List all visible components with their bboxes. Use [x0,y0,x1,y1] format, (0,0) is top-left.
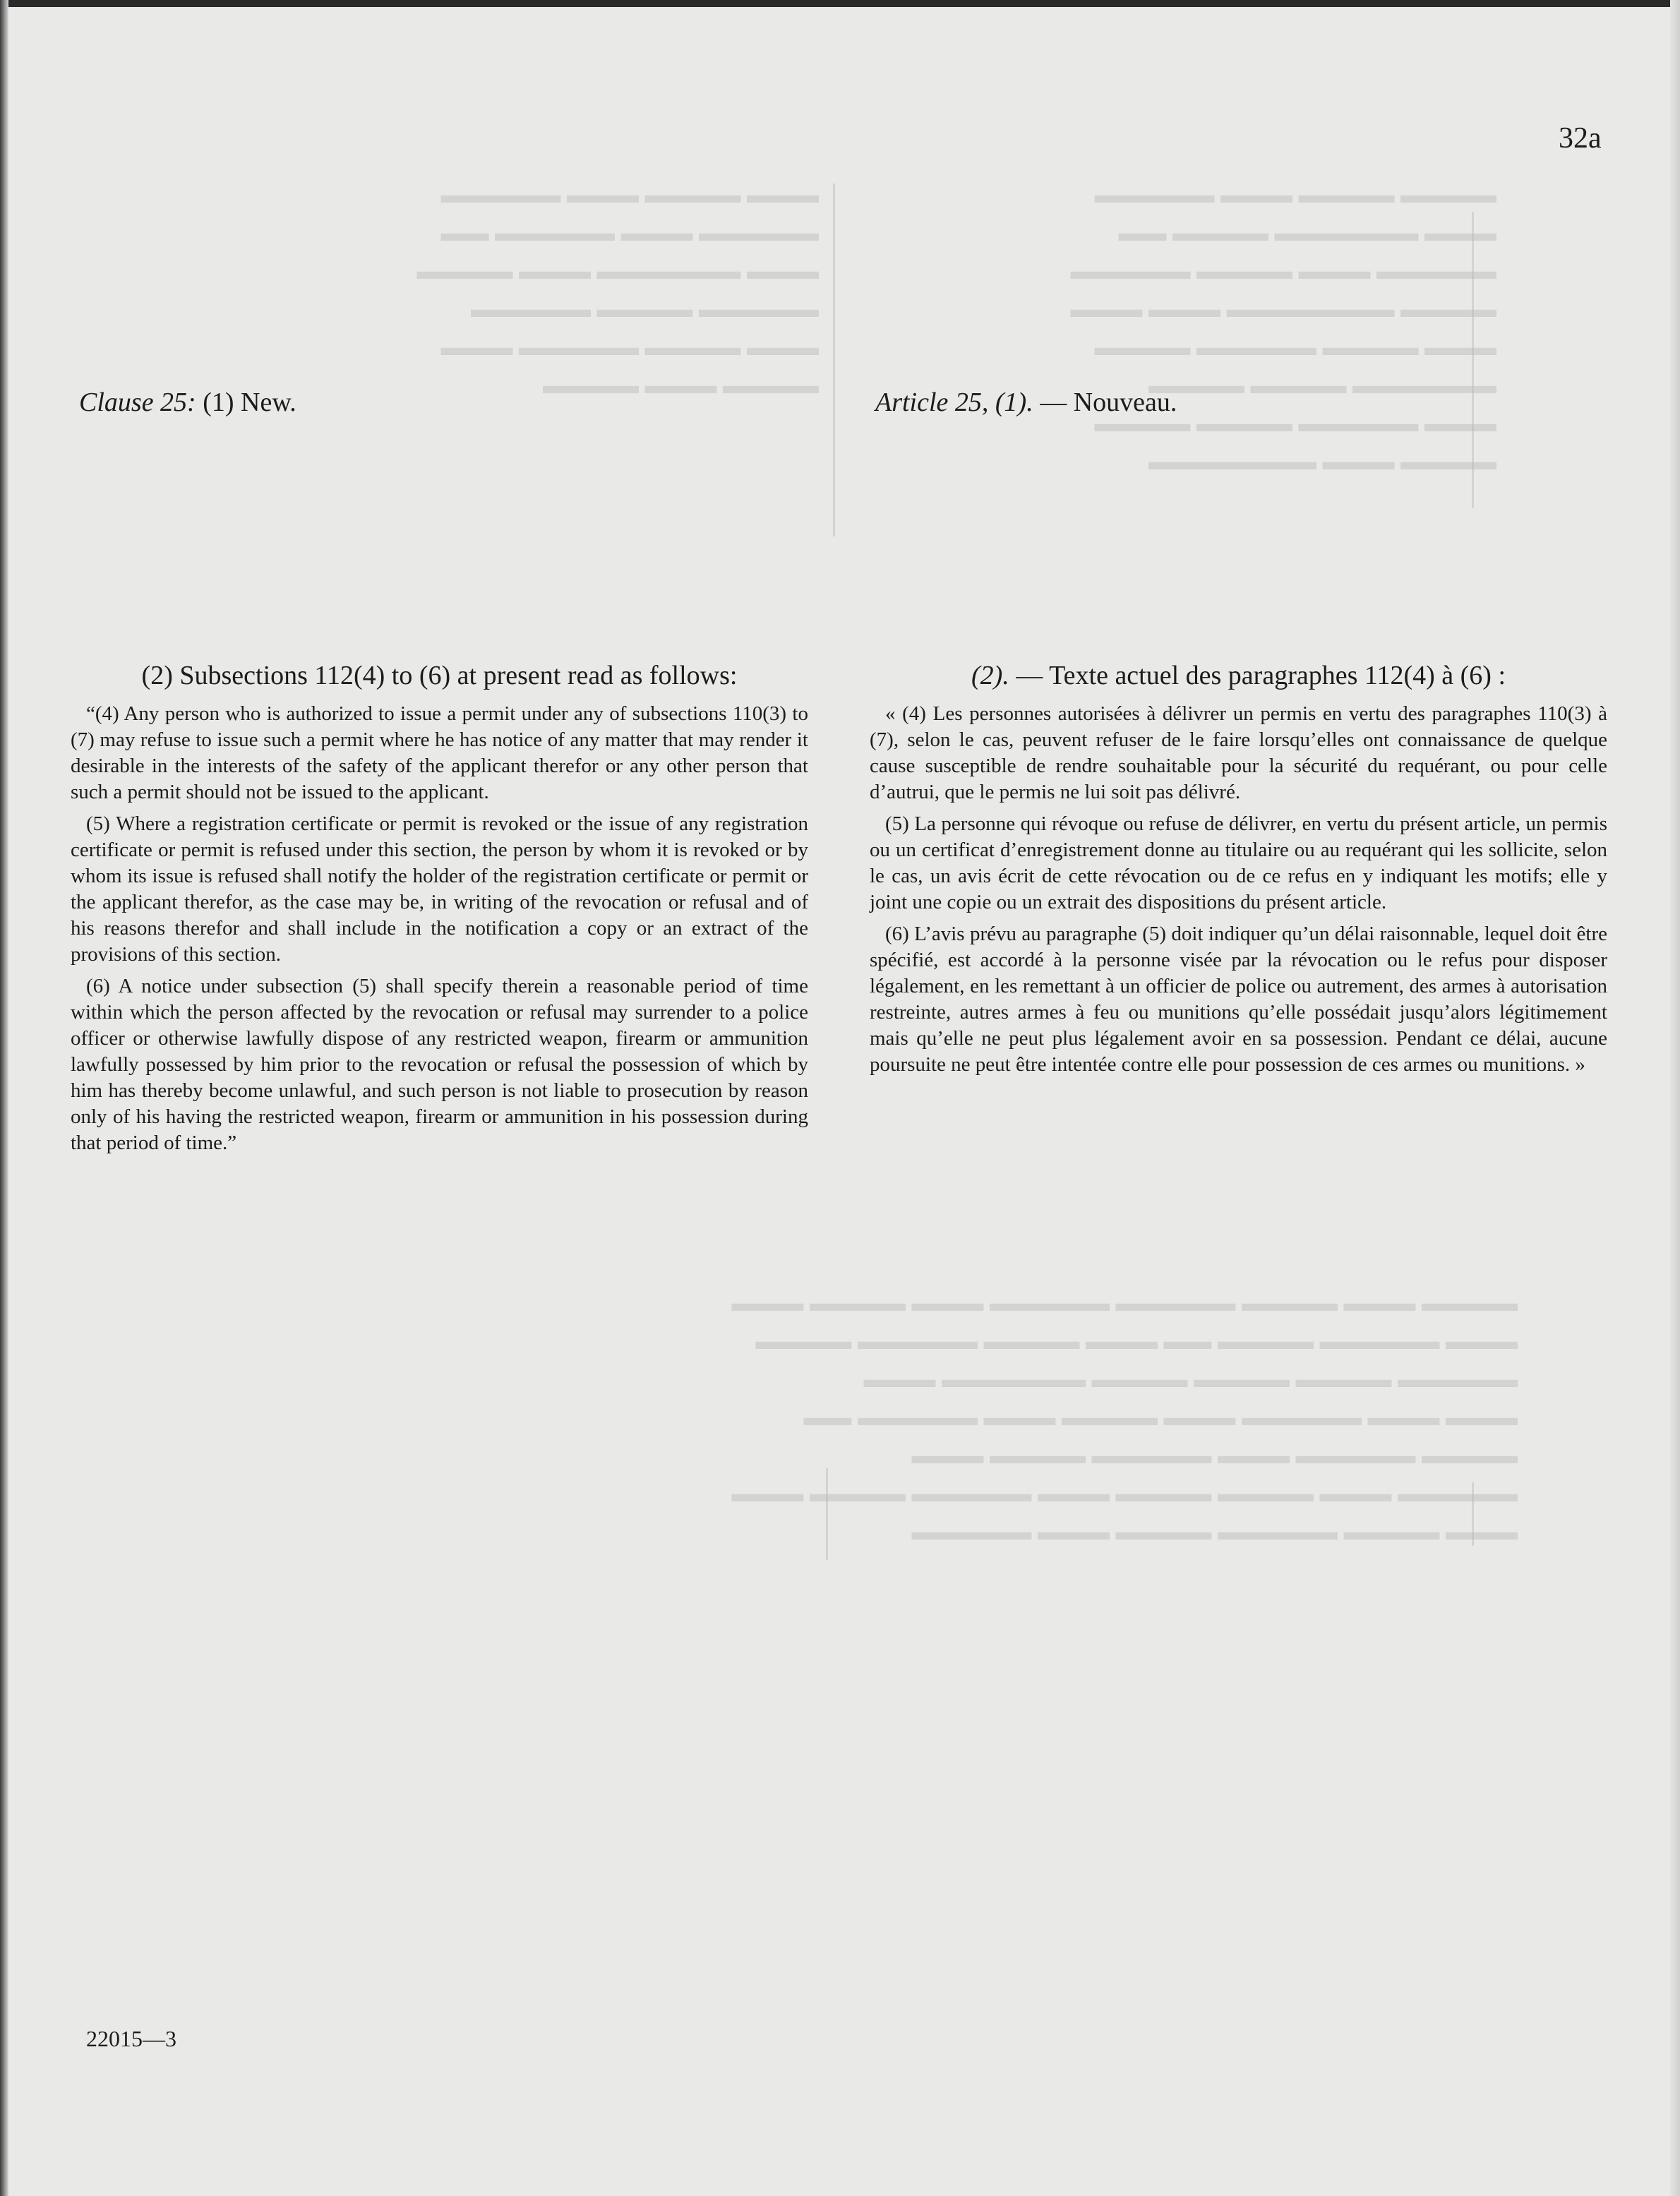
bleed-through-rule [1472,1482,1474,1546]
french-subsection-heading [870,660,1607,691]
clause-label: Clause 25: [79,388,196,417]
english-paragraph-5: (5) Where a registration certificate or permit is revoked or the issue of any registration certificate or permit is refused under this section, the person by whom it is revoked or by whom its issue is refused shall notify the holder of the registration certificate or permit or the applicant therefor, as the case may be, in writing of the revocation or refusal and of his reasons therefor and shall include in the notification a copy or an extract of the provisions of this section. [71,812,808,966]
bleed-through-texture: ▬▬▬▬ ▬▬▬ ▬▬▬▬ ▬▬▬▬▬ ▬▬▬▬▬ ▬▬▬ ▬▬▬▬ ▬▬▬ ▬▬▬ ▬▬▬▬▬ ▬▬▬▬ ▬▬ ▬▬▬ ▬▬▬▬ ▬▬▬▬▬ ▬▬▬▬ ▬▬▬▬▬ ▬▬▬▬ ▬▬▬▬ ▬▬▬▬ ▬▬▬▬▬▬ ▬▬▬ ▬▬▬ ▬▬▬ ▬▬▬▬▬ ▬▬▬ ▬▬▬▬ ▬▬▬ ▬▬▬▬▬ ▬▬ ▬▬▬▬ ▬▬▬▬▬ ▬▬▬ ▬▬▬▬▬ ▬▬▬▬ ▬▬▬ ▬▬▬▬▬ ▬▬▬ ▬▬▬▬ ▬▬▬▬ ▬▬▬ ▬▬▬▬▬ ▬▬▬▬ ▬▬▬ ▬▬▬ ▬▬▬▬ ▬▬▬▬▬ ▬▬▬▬ ▬▬▬ ▬▬▬▬▬ [731,1290,1518,1545]
scan-edge-right [1670,0,1680,2196]
french-paragraph-6: (6) L’avis prévu au paragraphe (5) doit indiquer qu’un délai raisonnable, lequel doit être spécifié, est accordé à la personne visée par la révocation ou le refus pour disposer légalement, en les remettant à un officier de police ou autrement, des armes à autorisation restreinte, autres armes à feu ou munitions qu’elle possédait jusqu’alors légitimement mais qu’elle ne peut plus légalement avoir en sa possession. Pendant ce délai, aucune poursuite ne peut être intentée contre elle pour possession de ces armes ou munitions. » [870,923,1607,1076]
bleed-through-rule [826,1468,828,1560]
french-sub-text: — Texte actuel des paragraphes 112(4) à (6) : [1009,661,1506,690]
bleed-through-texture: ▬▬▬▬ ▬▬▬▬ ▬▬▬ ▬▬▬▬▬ ▬▬▬ ▬▬▬▬▬▬ ▬▬▬▬ ▬▬ ▬▬▬▬▬ ▬▬▬ ▬▬▬▬ ▬▬▬▬▬ ▬▬▬▬ ▬▬▬▬▬▬▬ ▬▬▬ ▬▬▬ ▬▬▬ ▬▬▬▬ ▬▬▬▬▬ ▬▬▬▬ ▬▬▬▬▬▬ ▬▬▬▬ ▬▬▬▬ ▬▬▬ ▬▬▬▬▬ ▬▬▬▬ ▬▬▬▬ ▬▬▬▬ ▬▬▬ ▬▬▬▬▬▬▬ [1070,182,1496,475]
bleed-through-texture: ▬▬▬ ▬▬▬▬ ▬▬▬ ▬▬▬▬▬ ▬▬▬▬▬ ▬▬▬ ▬▬▬▬▬ ▬▬ ▬▬▬ ▬▬▬▬▬▬ ▬▬▬ ▬▬▬▬ ▬▬▬▬▬ ▬▬▬▬ ▬▬▬▬▬ ▬▬▬ ▬▬▬▬ ▬▬▬▬▬ ▬▬▬ ▬▬▬▬ ▬▬▬ ▬▬▬▬ [416,182,819,399]
clause-heading-english [79,387,296,418]
english-subsection-heading: (2) Subsections 112(4) to (6) at present read as follows: [141,661,738,690]
scan-edge-top [0,0,1680,7]
footer-print-code: 22015—3 [86,2026,176,2051]
bleed-through-rule [833,184,835,536]
scan-edge-left [0,0,8,2196]
french-paragraph-4: « (4) Les personnes autorisées à délivrer un permis en vertu des paragraphes 110(3) à (7), selon le cas, peuvent refuser de le faire lorsqu’elles ont connaissance de quelque cause susceptible de rendre souhaitable pour la sécurité du requérant, ou pour celle d’autrui, que le permis ne lui soit pas délivré. [870,702,1607,803]
french-paragraph-5: (5) La personne qui révoque ou refuse de délivrer, en vertu du présent article, un permis ou un certificat d’enregistrement donne au titulaire ou au requérant qui les sollicite, selon le cas, un avis écrit de cette révocation ou de ce refus en y indiquant les motifs; elle y joint une copie ou un extrait des dispositions du présent article. [870,812,1607,913]
english-paragraph-4: “(4) Any person who is authorized to issue a permit under any of subsections 110(3) to (7) may refuse to issue such a permit where he has notice of any matter that may render it desirable in the interests of the safety of the applicant therefor or any other person that such a permit should not be issued to the applicant. [71,702,808,803]
bleed-through-rule [1472,212,1474,508]
french-sub-label: (2). [971,661,1009,690]
page-number: 32a [1559,122,1602,155]
article-label: Article 25, (1). [875,388,1033,417]
clause-note: (1) New. [196,388,296,417]
article-heading-french [875,387,1177,418]
article-note: — Nouveau. [1033,388,1177,417]
english-column [71,660,808,1162]
french-column [870,660,1607,1084]
english-paragraph-6: (6) A notice under subsection (5) shall specify therein a reasonable period of time within which the person affected by the revocation or refusal may surrender to a police officer or otherwise lawfully dispose of any restricted weapon, firearm or ammunition lawfully possessed by him prior to the revocation or refusal the possession of which by him has thereby become unlawful, and such person is not liable to prosecution by reason only of his having the restricted weapon, firearm or ammunition in his possession during that period of time.” [71,975,808,1154]
